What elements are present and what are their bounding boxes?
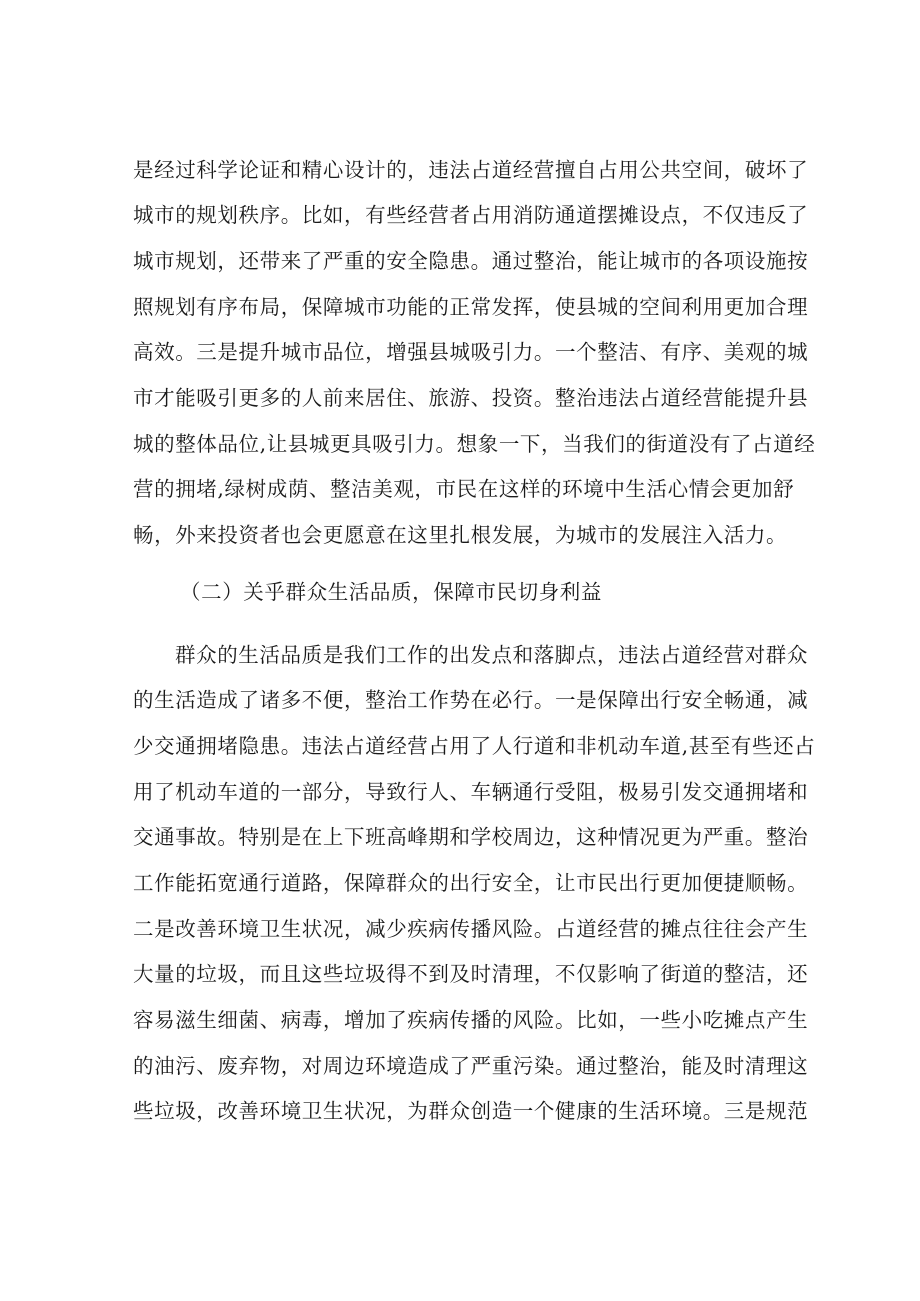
paragraph-line: 二是改善环境卫生状况，减少疾病传播风险。占道经营的摊点往往会产生	[133, 917, 809, 941]
paragraph-line: 的油污、废弃物，对周边环境造成了严重污染。通过整治，能及时清理这	[133, 1054, 809, 1078]
paragraph-line: 些垃圾，改善环境卫生状况，为群众创造一个健康的生活环境。三是规范	[133, 1099, 809, 1123]
paragraph-line: 城市的规划秩序。比如，有些经营者占用消防通道摆摊设点，不仅违反了	[133, 203, 809, 227]
paragraph-line: 用了机动车道的一部分，导致行人、车辆通行受阻，极易引发交通拥堵和	[133, 780, 809, 804]
paragraph-line: 畅，外来投资者也会更愿意在这里扎根发展，为城市的发展注入活力。	[133, 523, 788, 547]
paragraph-line: 城市规划，还带来了严重的安全隐患。通过整治，能让城市的各项设施按	[133, 249, 809, 273]
paragraph-line: 是经过科学论证和精心设计的，违法占道经营擅自占用公共空间，破坏了	[133, 158, 809, 182]
paragraph-line: 照规划有序布局，保障城市功能的正常发挥，使县城的空间利用更加合理	[133, 295, 809, 319]
paragraph-line: 市才能吸引更多的人前来居住、旅游、投资。整治违法占道经营能提升县	[133, 386, 809, 410]
paragraph-line: 容易滋生细菌、病毒，增加了疾病传播的风险。比如，一些小吃摊点产生	[133, 1008, 809, 1032]
paragraph-line: 营的拥堵,绿树成荫、整洁美观，市民在这样的环境中生活心情会更加舒	[133, 477, 795, 501]
paragraph-line: 少交通拥堵隐患。违法占道经营占用了人行道和非机动车道,甚至有些还占	[133, 734, 816, 758]
paragraph-line: 的生活造成了诸多不便，整治工作势在必行。一是保障出行安全畅通，减	[133, 688, 809, 712]
paragraph-line: 高效。三是提升城市品位，增强县城吸引力。一个整洁、有序、美观的城	[133, 340, 809, 364]
paragraph-line: 交通事故。特别是在上下班高峰期和学校周边，这种情况更为严重。整治	[133, 825, 809, 849]
paragraph-line: 群众的生活品质是我们工作的出发点和落脚点，违法占道经营对群众	[175, 643, 808, 667]
section-heading: （二）关乎群众生活品质，保障市民切身利益	[180, 580, 602, 604]
paragraph-line: 大量的垃圾，而且这些垃圾得不到及时清理，不仅影响了街道的整洁，还	[133, 962, 809, 986]
paragraph-line: 城的整体品位,让县城更具吸引力。想象一下，当我们的街道没有了占道经	[133, 432, 816, 456]
paragraph-line: 工作能拓宽通行道路，保障群众的出行安全，让市民出行更加便捷顺畅。	[133, 871, 809, 895]
